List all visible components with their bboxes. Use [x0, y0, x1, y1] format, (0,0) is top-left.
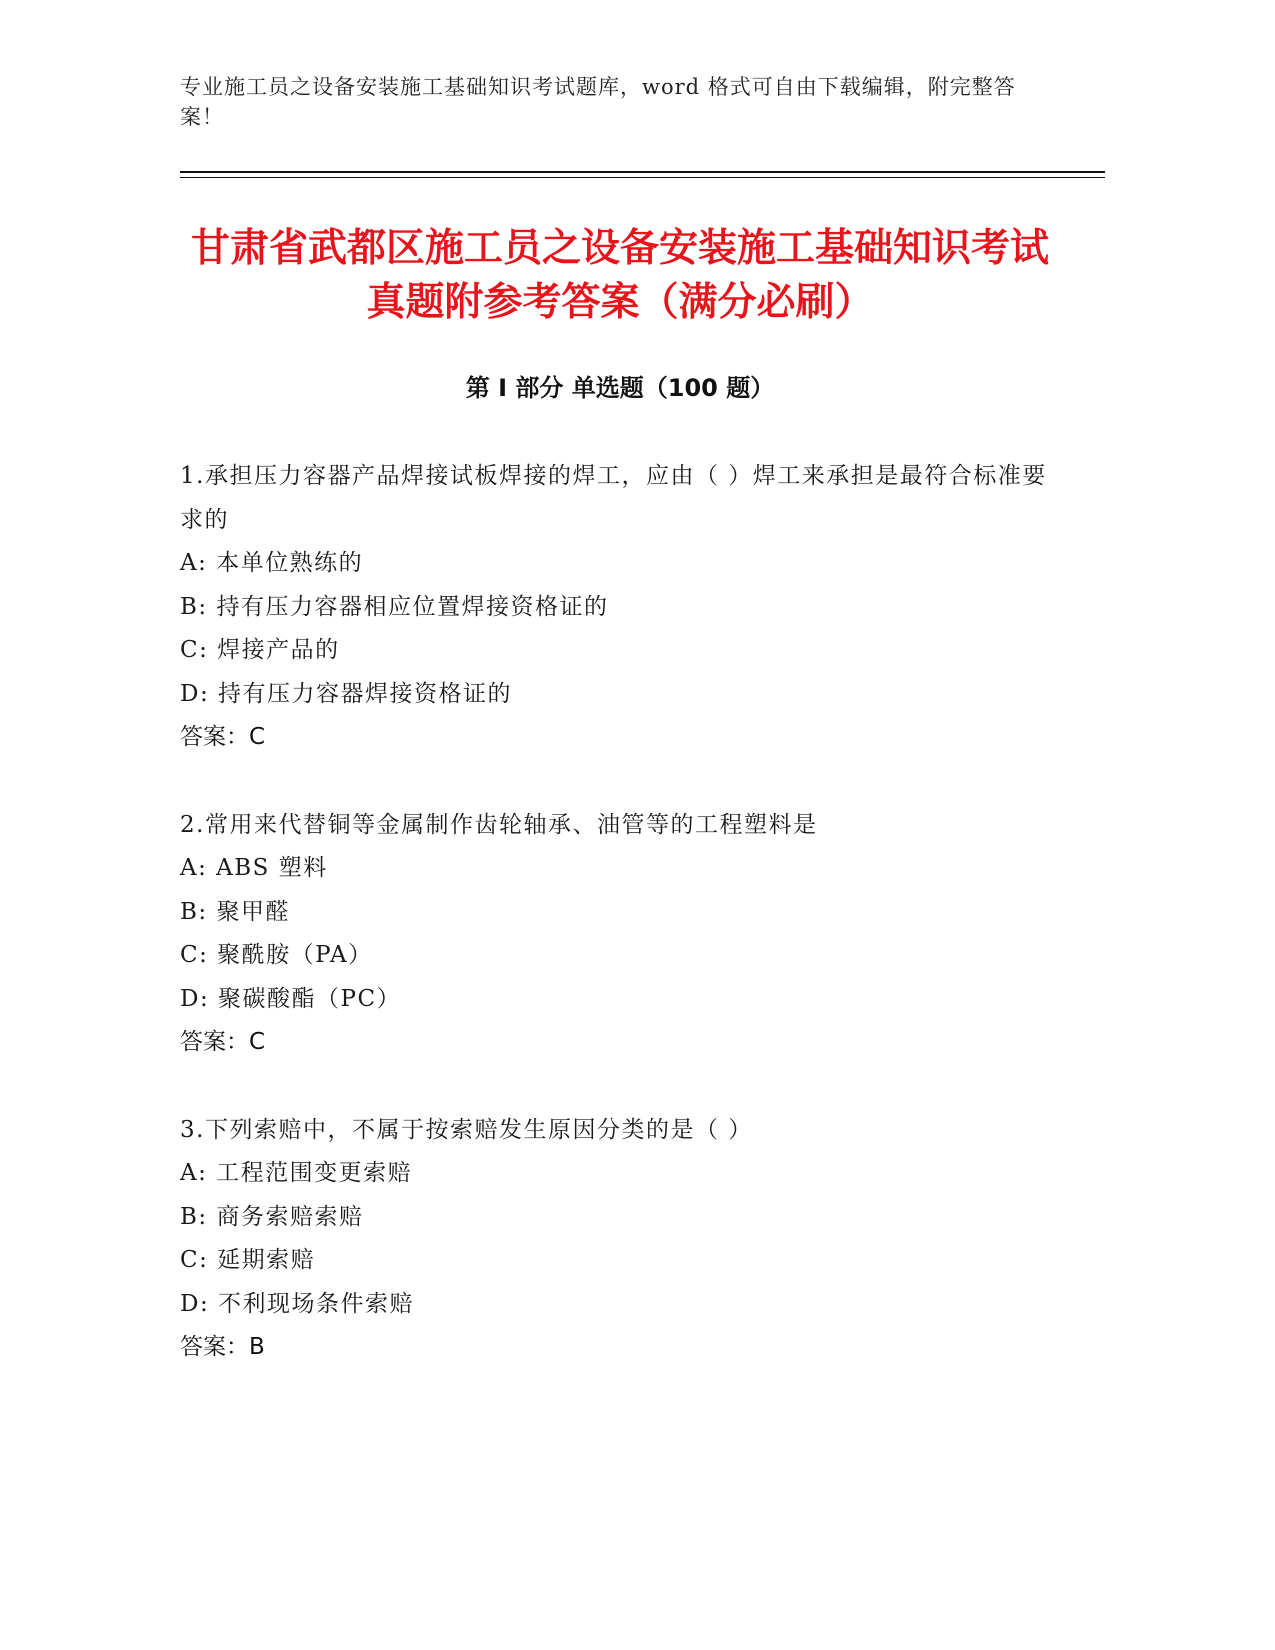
answer: 答案：C: [180, 724, 266, 750]
header-divider-thin: [180, 177, 1105, 178]
question-stem: 2.常用来代替铜等金属制作齿轮轴承、油管等的工程塑料是: [180, 811, 818, 838]
option-a: A: 工程范围变更索赔: [180, 1160, 413, 1186]
option-a: A: ABS 塑料: [180, 855, 328, 881]
question-3: [180, 1109, 1050, 1370]
option-b: B: 持有压力容器相应位置焊接资格证的: [180, 593, 609, 620]
answer: 答案：B: [180, 1334, 265, 1360]
question-stem: 1.承担压力容器产品焊接试板焊接的焊工，应由（ ）焊工来承担是最符合标准要求的: [180, 463, 1047, 533]
document-title: 甘肃省武都区施工员之设备安装施工基础知识考试真题附参考答案（满分必刷）: [190, 226, 1049, 325]
option-b: B: 聚甲醛: [180, 898, 290, 925]
option-d: D: 持有压力容器焊接资格证的: [180, 680, 513, 707]
section-title: 第 I 部分 单选题（100 题）: [465, 374, 775, 402]
question-1: [180, 455, 1050, 760]
option-d: D: 聚碳酸酯（PC）: [180, 985, 402, 1012]
option-c: C: 聚酰胺（PA）: [180, 942, 373, 968]
option-a: A: 本单位熟练的: [180, 550, 364, 576]
option-c: C: 焊接产品的: [180, 637, 340, 663]
question-2: [180, 804, 1050, 1065]
header-note: 专业施工员之设备安装施工基础知识考试题库，word 格式可自由下载编辑，附完整答案！: [180, 75, 1016, 129]
option-b: B: 商务索赔索赔: [180, 1203, 364, 1230]
answer: 答案：C: [180, 1029, 266, 1055]
question-list: [180, 455, 1050, 1414]
option-c: C: 延期索赔: [180, 1247, 316, 1273]
question-stem: 3.下列索赔中，不属于按索赔发生原因分类的是（ ）: [180, 1116, 753, 1143]
option-d: D: 不利现场条件索赔: [180, 1290, 415, 1317]
header-divider-thick: [180, 171, 1105, 173]
